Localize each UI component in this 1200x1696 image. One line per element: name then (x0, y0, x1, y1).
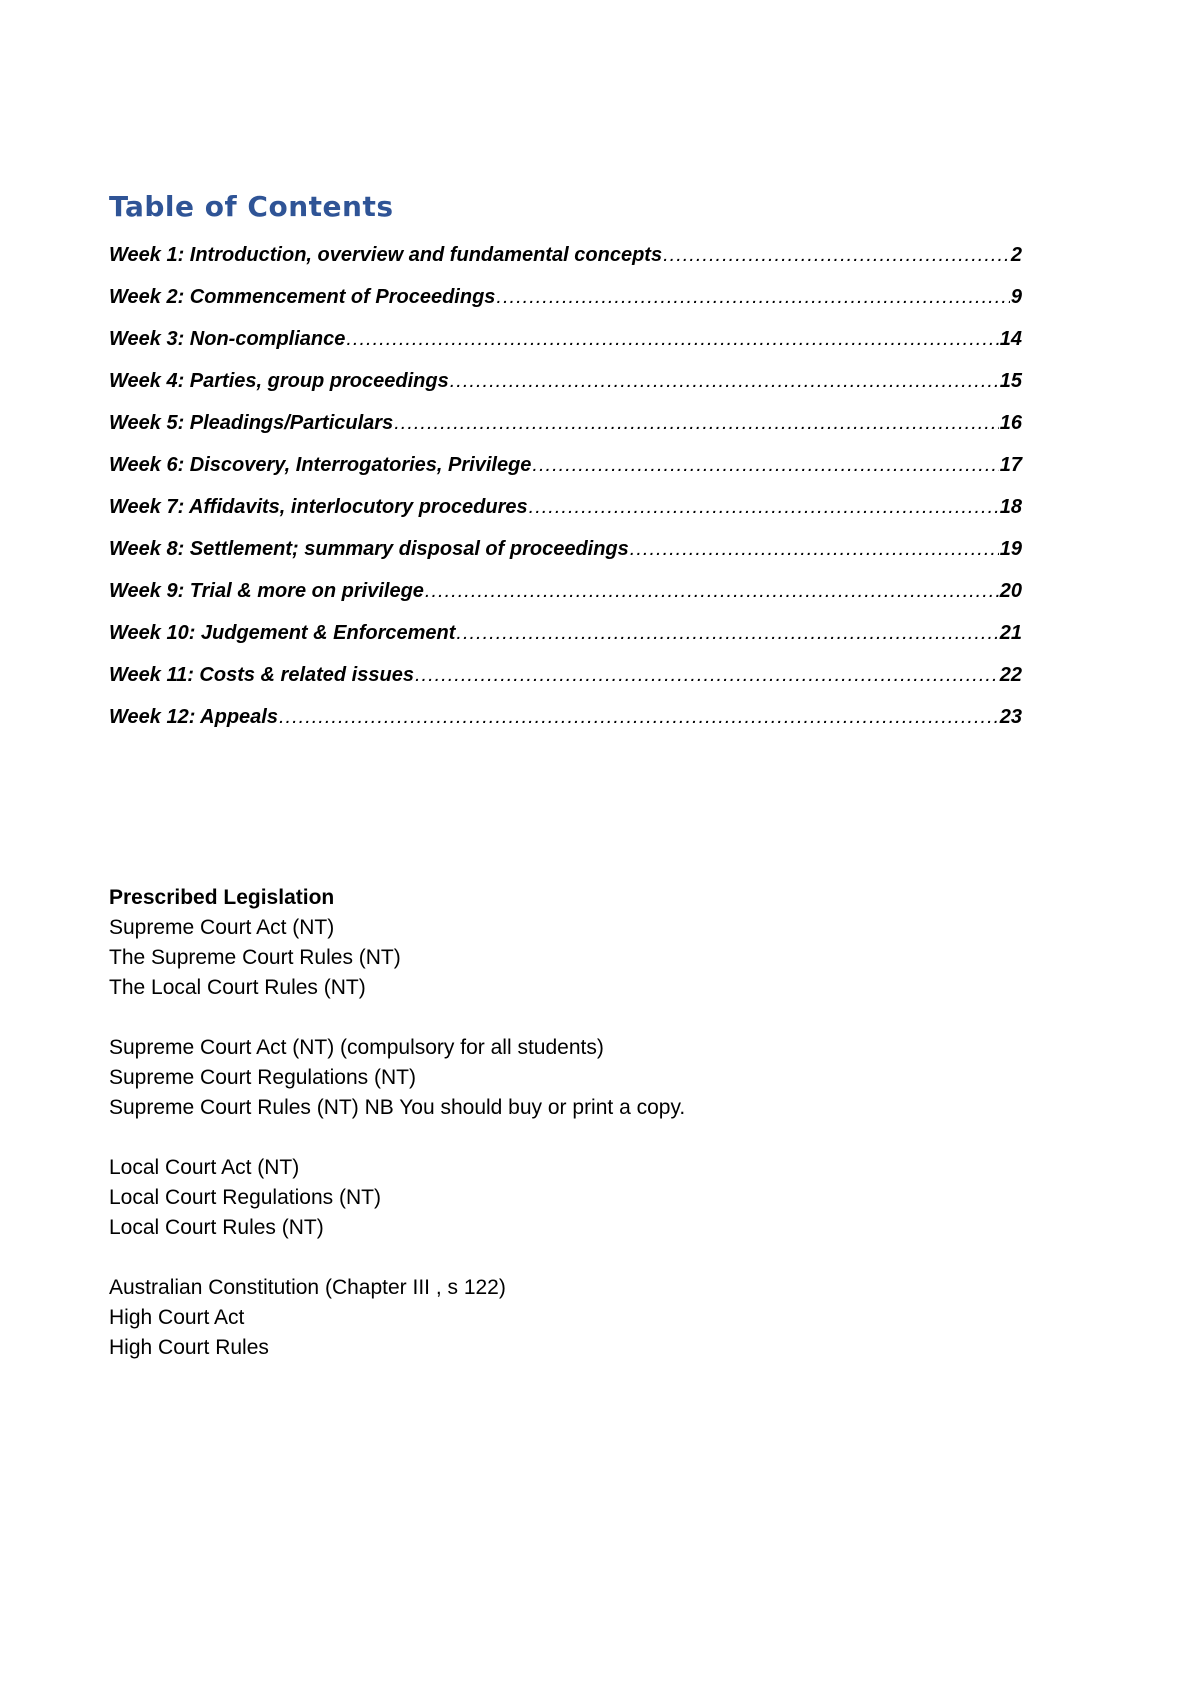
toc-entry-week-12[interactable] (109, 706, 1022, 748)
toc-page-number: 18 (999, 496, 1022, 518)
toc-entry-text: Week 2: Commencement of Proceedings (109, 286, 496, 308)
legislation-item: High Court Rules (109, 1336, 269, 1359)
toc-dot-leader (663, 244, 1010, 267)
toc-page-number: 21 (999, 622, 1022, 644)
toc-entry-text: Week 10: Judgement & Enforcement (109, 622, 456, 644)
legislation-group (109, 1033, 1009, 1123)
legislation-item: High Court Act (109, 1306, 245, 1329)
toc-dot-leader (425, 580, 999, 603)
toc-entry-week-1[interactable] (109, 244, 1022, 286)
toc-list (109, 244, 1022, 748)
toc-page-number: 20 (999, 580, 1022, 602)
toc-entry-text: Week 9: Trial & more on privilege (109, 580, 424, 602)
toc-entry-week-8[interactable] (109, 538, 1022, 580)
toc-entry-week-11[interactable] (109, 664, 1022, 706)
toc-entry-week-5[interactable] (109, 412, 1022, 454)
toc-page-number: 14 (999, 328, 1022, 350)
legislation-group (109, 1273, 1009, 1363)
toc-page-number: 16 (999, 412, 1022, 434)
toc-entry-week-6[interactable] (109, 454, 1022, 496)
legislation-item: Supreme Court Act (NT) (109, 916, 335, 939)
toc-dot-leader (415, 664, 999, 687)
toc-entry-text: Week 7: Affidavits, interlocutory procedures (109, 496, 528, 518)
legislation-heading: Prescribed Legislation (109, 886, 335, 909)
legislation-item: The Local Court Rules (NT) (109, 976, 366, 999)
toc-entry-week-10[interactable] (109, 622, 1022, 664)
legislation-group (109, 913, 1009, 1003)
toc-entry-week-7[interactable] (109, 496, 1022, 538)
toc-entry-text: Week 3: Non-compliance (109, 328, 346, 350)
toc-entry-week-9[interactable] (109, 580, 1022, 622)
legislation-item: Local Court Act (NT) (109, 1156, 300, 1179)
toc-entry-text: Week 11: Costs & related issues (109, 664, 414, 686)
toc-page-number: 2 (1010, 244, 1022, 266)
toc-page-number: 9 (1010, 286, 1022, 308)
legislation-item: Local Court Rules (NT) (109, 1216, 324, 1239)
legislation-item: Supreme Court Rules (NT) NB You should buy or print a copy. (109, 1096, 686, 1119)
toc-dot-leader (346, 328, 998, 351)
prescribed-legislation-section (109, 883, 1009, 1393)
toc-entry-week-3[interactable] (109, 328, 1022, 370)
legislation-group (109, 1153, 1009, 1243)
toc-dot-leader (630, 538, 999, 561)
toc-entry-text: Week 1: Introduction, overview and fundamental concepts (109, 244, 663, 266)
toc-entry-week-2[interactable] (109, 286, 1022, 328)
toc-dot-leader (529, 496, 999, 519)
toc-page-number: 22 (999, 664, 1022, 686)
toc-dot-leader (532, 454, 998, 477)
toc-page-number: 23 (999, 706, 1022, 728)
toc-title: Table of Contents (109, 190, 394, 223)
toc-entry-text: Week 8: Settlement; summary disposal of proceedings (109, 538, 629, 560)
toc-dot-leader (496, 286, 1009, 309)
toc-page-number: 17 (999, 454, 1022, 476)
toc-entry-text: Week 12: Appeals (109, 706, 278, 728)
toc-page-number: 19 (999, 538, 1022, 560)
toc-page-number: 15 (999, 370, 1022, 392)
toc-dot-leader (456, 622, 998, 645)
legislation-item: The Supreme Court Rules (NT) (109, 946, 401, 969)
legislation-item: Australian Constitution (Chapter III , s 122) (109, 1276, 506, 1299)
legislation-item: Supreme Court Regulations (NT) (109, 1066, 416, 1089)
legislation-item: Local Court Regulations (NT) (109, 1186, 381, 1209)
toc-entry-text: Week 5: Pleadings/Particulars (109, 412, 394, 434)
toc-entry-text: Week 6: Discovery, Interrogatories, Privilege (109, 454, 532, 476)
toc-entry-text: Week 4: Parties, group proceedings (109, 370, 449, 392)
legislation-item: Supreme Court Act (NT) (compulsory for all students) (109, 1036, 604, 1059)
toc-dot-leader (394, 412, 999, 435)
toc-dot-leader (450, 370, 999, 393)
toc-dot-leader (279, 706, 999, 729)
toc-entry-week-4[interactable] (109, 370, 1022, 412)
